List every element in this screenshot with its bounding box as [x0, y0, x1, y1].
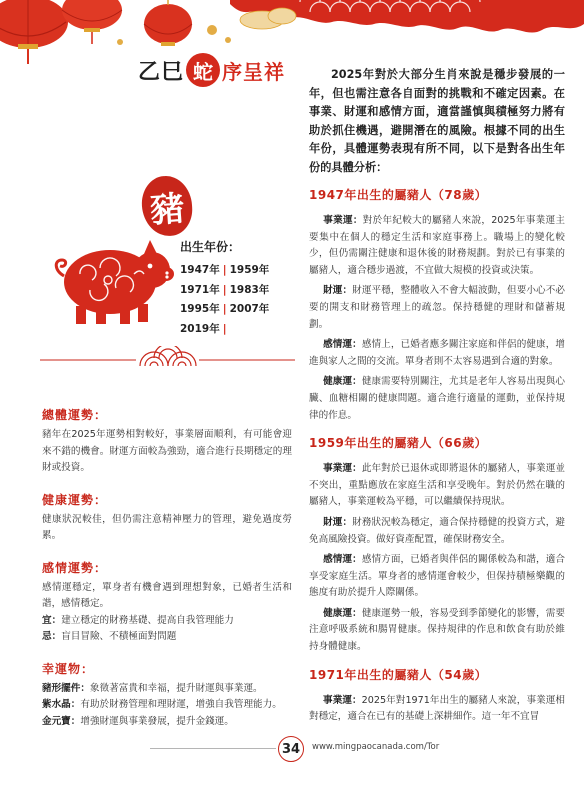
section-love: [42, 559, 292, 646]
zodiac-seal: 豬: [140, 174, 194, 237]
fortune-paragraph: [309, 283, 565, 333]
advice-row: [42, 613, 292, 630]
lantern-icon: [0, 0, 68, 64]
fortune-label: 健康運：: [323, 607, 362, 619]
fortune-label: 感情運：: [323, 554, 362, 566]
section-title: 感情運勢：: [42, 560, 108, 575]
birth-year: 1947年: [180, 264, 220, 276]
year-separator: |: [222, 264, 227, 276]
fortune-label: 事業運：: [323, 694, 362, 706]
fortune-text: 2025年對1971年出生的屬豬人來說，事業運相對穩定，適合在已有的基礎上深耕細作。這一年不宜冒: [309, 694, 565, 723]
section-title: 總體運勢：: [42, 408, 108, 422]
title-prefix: 乙巳: [138, 58, 185, 85]
header-decoration: [0, 0, 584, 70]
fortune-label: 財運：: [323, 516, 353, 528]
fortune-label: 健康運：: [323, 376, 362, 388]
fortune-paragraph: [309, 515, 565, 548]
fortune-text: 財運平穩，整體收入不會大幅波動，但要小心不必要的開支和財務管理上的疏忽。保持穩健的理財和儲蓄規劃。: [309, 285, 566, 330]
section-title: 1947年出生的屬豬人（78歲）: [309, 188, 488, 202]
section-1971: [309, 666, 565, 726]
lucky-item-row: [42, 681, 292, 698]
section-1947: [309, 186, 565, 424]
fortune-paragraph: [309, 374, 565, 424]
lucky-item-label: 紫水晶：: [42, 699, 81, 710]
section-health: [42, 491, 292, 545]
birth-year-row: [180, 320, 290, 340]
birth-year: 2019年: [180, 322, 220, 335]
wave-divider-icon: [40, 346, 295, 368]
intro-text: 2025年對於大部分生肖來說是穩步發展的一年，但也需注意各自面對的挑戰和不確定因素。在事業、財運和感情方面，適當謹慎與積極努力將有助於抓住機遇，避開潛在的風險。根據不同的出生年份，具體運勢表現有所不同，以下是對各出生年份的具體分析：: [309, 68, 565, 174]
year-separator: |: [222, 303, 227, 315]
section-title: 1959年出生的屬豬人（66歲）: [309, 436, 488, 451]
year-separator: |: [222, 322, 227, 335]
birth-year: 1983年: [229, 283, 270, 296]
birth-year: 1995年: [180, 303, 220, 315]
section-title: 幸運物：: [42, 661, 95, 676]
advice-label: 忌：: [42, 631, 62, 642]
title-suffix: 序呈祥: [222, 59, 286, 84]
birth-year: 1971年: [180, 283, 220, 296]
section-title: 1971年出生的屬豬人（54歲）: [309, 667, 488, 682]
title-seal-snake: 蛇: [186, 53, 220, 87]
lucky-item-text: 增強財運與事業發展，提升金錢運。: [80, 715, 234, 727]
birth-years-title: 出生年份：: [180, 240, 241, 254]
fortune-text: 感情上，已婚者應多關注家庭和伴侶的健康，增進與家人之間的交流。單身者則不太容易遇到合適的對象。: [309, 339, 566, 367]
left-column: [42, 406, 292, 744]
advice-label: 宜：: [42, 614, 62, 626]
right-column: [309, 186, 565, 736]
advice-text: 建立穩定的財務基礎、提高自我管理能力: [61, 614, 234, 626]
birth-year: 2007年: [229, 303, 270, 315]
birth-year-row: [180, 281, 290, 301]
section-lucky-items: [42, 660, 292, 731]
lantern-icon: [144, 0, 192, 46]
fortune-text: 健康需要特別關注，尤其是老年人容易出現與心臟、血糖相關的健康問題。適合進行適量的運動，並保持規律的作息。: [309, 376, 566, 421]
fortune-paragraph: [309, 552, 565, 602]
lucky-item-text: 象徵著富貴和幸福，提升財運與事業運。: [89, 682, 263, 694]
pig-papercut-icon: [50, 230, 180, 330]
lantern-icon: [62, 0, 122, 44]
fortune-label: 事業運：: [323, 215, 363, 226]
section-body: 健康狀況較佳，但仍需注意精神壓力的管理，避免過度勞累。: [42, 513, 292, 541]
fortune-label: 事業運：: [323, 463, 362, 475]
page-footer: [0, 730, 584, 766]
fortune-text: 財務狀況較為穩定，適合保持穩健的投資方式，避免高風險投資。做好資產配置，確保財務安全。: [309, 516, 566, 545]
lucky-item-row: [42, 714, 292, 731]
page-title: [138, 50, 285, 90]
advice-text: 盲目冒險、不積極面對問題: [61, 631, 177, 642]
fortune-text: 對於年紀較大的屬豬人來說，2025年事業運主要集中在個人的穩定生活和家庭事務上。職場上的變化較少，但仍需關注健康和退休後的財務規劃。對於已有事業的屬豬人，適合穩步過渡，不宜做大規模的投資或決策。: [309, 215, 565, 276]
footer-url-link[interactable]: www.mingpaocanada.com/Tor: [312, 742, 440, 752]
lucky-item-label: 金元寶：: [42, 715, 81, 727]
section-body: 豬年在2025年運勢相對較好，事業層面順利，有可能會迎來不錯的機會。財運方面較為強勁，適合進行長期穩定的理財或投資。: [42, 429, 292, 473]
fortune-text: 此年對於已退休或即將退休的屬豬人，事業運並不突出，重點應放在家庭生活和享受晚年。對於仍然在職的屬豬人，事業運較為平穩，可以繼續保持現狀。: [309, 463, 566, 508]
fortune-paragraph: [309, 213, 565, 279]
fortune-paragraph: [309, 337, 565, 370]
section-title: 健康運勢：: [42, 492, 108, 507]
birth-years-panel: [180, 238, 290, 339]
page-number: 34: [278, 736, 304, 762]
fortune-label: 財運：: [323, 285, 353, 297]
year-separator: |: [222, 283, 227, 296]
lucky-item-text: 有助於財務管理和理財運，增強自我管理能力。: [80, 699, 282, 710]
section-overall: [42, 406, 292, 477]
fortune-label: 感情運：: [323, 339, 362, 351]
lucky-item-row: [42, 697, 292, 714]
footer-rule: [150, 748, 276, 749]
intro-paragraph: [309, 66, 565, 177]
fortune-paragraph: [309, 693, 565, 726]
lucky-item-label: 豬形擺件：: [42, 682, 90, 694]
birth-year-row: [180, 261, 290, 281]
section-1959: [309, 434, 565, 656]
fortune-paragraph: [309, 606, 565, 656]
advice-row: [42, 629, 292, 646]
birth-year: 1959年: [229, 264, 270, 276]
section-body: 感情運穩定，單身者有機會遇到理想對象，已婚者生活和諧，感情穩定。: [42, 581, 292, 609]
birth-year-row: [180, 300, 290, 320]
fortune-text: 健康運勢一般，容易受到季節變化的影響，需要注意呼吸系統和腸胃健康。保持規律的作息和飲食有助於維持身體健康。: [309, 607, 566, 653]
fortune-paragraph: [309, 461, 565, 511]
fortune-text: 感情方面，已婚者與伴侶的關係較為和諧，適合享受家庭生活。單身者的感情運會較少，但保持積極樂觀的態度有助於提升人際關係。: [309, 554, 566, 599]
